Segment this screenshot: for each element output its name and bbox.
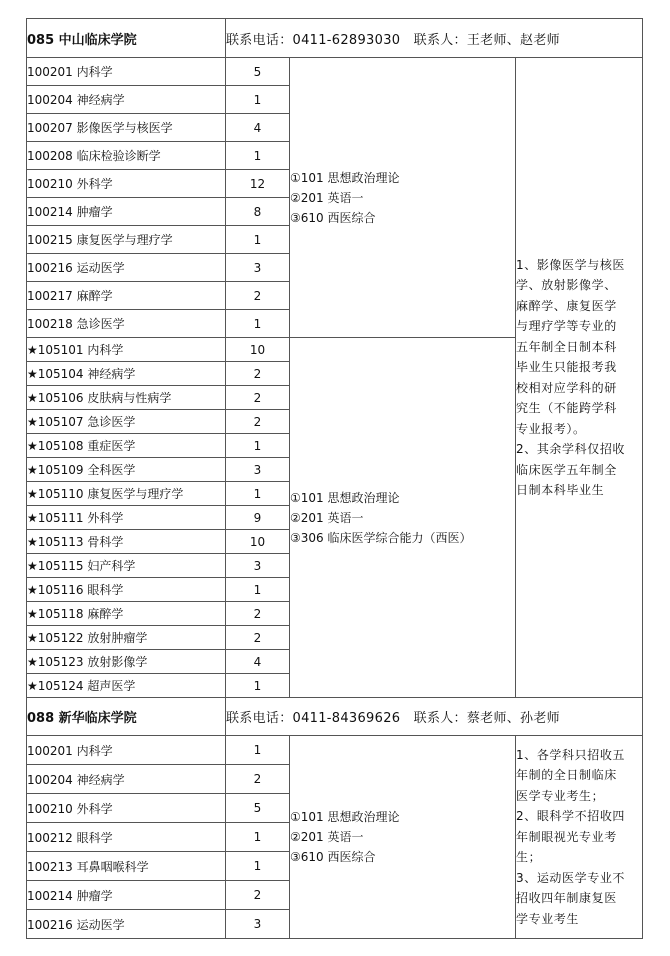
enrollment-count: 12 xyxy=(226,170,290,198)
major-name: ★105118 麻醉学 xyxy=(27,602,226,626)
remark-line: 生； xyxy=(516,850,542,865)
enrollment-count: 8 xyxy=(226,198,290,226)
remark-line: 校相对应学科的研 xyxy=(516,380,617,395)
school-name: 088 新华临床学院 xyxy=(27,698,226,736)
exam-subjects xyxy=(290,736,516,939)
major-name: 100215 康复医学与理疗学 xyxy=(27,226,226,254)
major-name: 100210 外科学 xyxy=(27,794,226,823)
remark-line: 3、运动医学专业不 xyxy=(516,870,626,885)
major-name: ★105122 放射肿瘤学 xyxy=(27,626,226,650)
remark-line: 招收四年制康复医 xyxy=(516,891,617,906)
table-row xyxy=(27,736,643,765)
major-name: ★105106 皮肤病与性病学 xyxy=(27,386,226,410)
major-name: ★105123 放射影像学 xyxy=(27,650,226,674)
exam-subjects xyxy=(290,338,516,698)
enrollment-count: 1 xyxy=(226,823,290,852)
enrollment-count: 5 xyxy=(226,58,290,86)
major-name: 100208 临床检验诊断学 xyxy=(27,142,226,170)
enrollment-count: 2 xyxy=(226,765,290,794)
major-name: 100207 影像医学与核医学 xyxy=(27,114,226,142)
remark-line: 专业报考）。 xyxy=(516,421,586,436)
major-name: 100204 神经病学 xyxy=(27,86,226,114)
enrollment-count: 4 xyxy=(226,650,290,674)
remark-line: 五年制全日制本科 xyxy=(516,339,617,354)
major-name: ★105101 内科学 xyxy=(27,338,226,362)
major-name: ★105109 全科医学 xyxy=(27,458,226,482)
enrollment-count: 1 xyxy=(226,142,290,170)
enrollment-count: 2 xyxy=(226,602,290,626)
remark-line: 1、影像医学与核医 xyxy=(516,257,626,272)
remark-line: 医学专业考生； xyxy=(516,788,605,803)
enrollment-count: 2 xyxy=(226,881,290,910)
major-name: 100214 肿瘤学 xyxy=(27,198,226,226)
enrollment-count: 1 xyxy=(226,736,290,765)
major-name: ★105116 眼科学 xyxy=(27,578,226,602)
enrollment-count: 2 xyxy=(226,410,290,434)
major-name: ★105111 外科学 xyxy=(27,506,226,530)
major-name: 100210 外科学 xyxy=(27,170,226,198)
major-name: 100214 肿瘤学 xyxy=(27,881,226,910)
remark-line: 2、眼科学不招收四 xyxy=(516,809,626,824)
enrollment-count: 1 xyxy=(226,674,290,698)
remark-line: 学、放射影像学、 xyxy=(516,278,617,292)
remark-line: 2、其余学科仅招收 xyxy=(516,442,626,456)
contact-info: 联系电话：0411-62893030 联系人：王老师、赵老师 xyxy=(226,19,643,58)
major-name: 100216 运动医学 xyxy=(27,254,226,282)
enrollment-count: 3 xyxy=(226,554,290,578)
enrollment-count: 2 xyxy=(226,282,290,310)
exam-subject: ②201 英语一 xyxy=(290,190,364,205)
remark-line: 1、各学科只招收五 xyxy=(516,747,626,762)
major-name: ★105104 神经病学 xyxy=(27,362,226,386)
school-name: 085 中山临床学院 xyxy=(27,19,226,58)
major-name: 100217 麻醉学 xyxy=(27,282,226,310)
exam-subject: ①101 思想政治理论 xyxy=(290,170,400,185)
enrollment-count: 3 xyxy=(226,910,290,939)
enrollment-table xyxy=(26,18,643,939)
remark-line: 年制的全日制临床 xyxy=(516,768,617,783)
enrollment-count: 1 xyxy=(226,86,290,114)
enrollment-count: 1 xyxy=(226,578,290,602)
exam-subjects xyxy=(290,58,516,338)
remark-line: 学专业考生 xyxy=(516,911,580,926)
remark-line: 究生（不能跨学科 xyxy=(516,401,617,415)
table-row xyxy=(27,58,643,86)
enrollment-count: 1 xyxy=(226,482,290,506)
major-name: ★105113 骨科学 xyxy=(27,530,226,554)
section-header-row xyxy=(27,19,643,58)
enrollment-count: 3 xyxy=(226,458,290,482)
major-name: ★105110 康复医学与理疗学 xyxy=(27,482,226,506)
major-name: 100218 急诊医学 xyxy=(27,310,226,338)
exam-subject: ①101 思想政治理论 xyxy=(290,810,400,824)
enrollment-count: 4 xyxy=(226,114,290,142)
remark-line: 临床医学五年制全 xyxy=(516,462,617,477)
exam-subject: ①101 思想政治理论 xyxy=(290,490,400,505)
exam-subject: ②201 英语一 xyxy=(290,830,364,844)
major-name: ★105108 重症医学 xyxy=(27,434,226,458)
remark-line: 年制眼视光专业考 xyxy=(516,829,617,844)
major-name: 100204 神经病学 xyxy=(27,765,226,794)
enrollment-count: 1 xyxy=(226,226,290,254)
enrollment-count: 1 xyxy=(226,310,290,338)
major-name: 100216 运动医学 xyxy=(27,910,226,939)
enrollment-count: 2 xyxy=(226,626,290,650)
contact-info: 联系电话：0411-84369626 联系人：蔡老师、孙老师 xyxy=(226,698,643,736)
major-name: 100201 内科学 xyxy=(27,736,226,765)
enrollment-count: 5 xyxy=(226,794,290,823)
enrollment-count: 2 xyxy=(226,362,290,386)
enrollment-count: 10 xyxy=(226,338,290,362)
enrollment-count: 9 xyxy=(226,506,290,530)
remark-line: 麻醉学、康复医学 xyxy=(516,298,617,313)
exam-subject: ③306 临床医学综合能力（西医） xyxy=(290,530,472,545)
remarks xyxy=(516,736,643,939)
enrollment-count: 3 xyxy=(226,254,290,282)
exam-subject: ③610 西医综合 xyxy=(290,850,376,864)
remark-line: 与理疗学等专业的 xyxy=(516,319,617,333)
exam-subject: ②201 英语一 xyxy=(290,510,364,525)
remark-line: 日制本科毕业生 xyxy=(516,483,605,497)
section-header-row xyxy=(27,698,643,736)
major-name: ★105124 超声医学 xyxy=(27,674,226,698)
major-name: ★105107 急诊医学 xyxy=(27,410,226,434)
enrollment-count: 10 xyxy=(226,530,290,554)
major-name: 100213 耳鼻咽喉科学 xyxy=(27,852,226,881)
enrollment-count: 2 xyxy=(226,386,290,410)
exam-subject: ③610 西医综合 xyxy=(290,210,376,225)
remark-line: 毕业生只能报考我 xyxy=(516,360,617,374)
major-name: ★105115 妇产科学 xyxy=(27,554,226,578)
remarks xyxy=(516,58,643,698)
enrollment-count: 1 xyxy=(226,434,290,458)
major-name: 100201 内科学 xyxy=(27,58,226,86)
major-name: 100212 眼科学 xyxy=(27,823,226,852)
enrollment-count: 1 xyxy=(226,852,290,881)
table-body xyxy=(27,19,643,939)
